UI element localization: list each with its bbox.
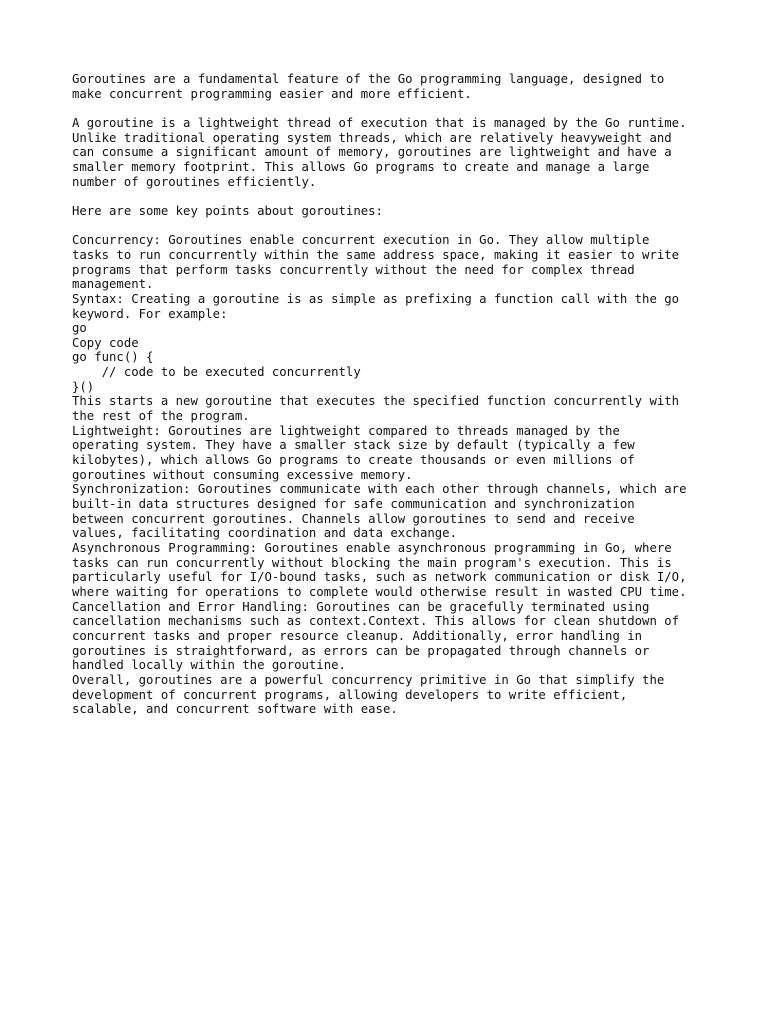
text-line: values, facilitating coordination and data exchange. bbox=[72, 526, 457, 541]
text-line: scalable, and concurrent software with ease. bbox=[72, 702, 398, 717]
text-line: Lightweight: Goroutines are lightweight compared to threads managed by the bbox=[72, 423, 620, 438]
text-line: smaller memory footprint. This allows Go programs to create and manage a large bbox=[72, 159, 650, 174]
text-line: the rest of the program. bbox=[72, 409, 250, 424]
text-line: built-in data structures designed for safe communication and synchronization bbox=[72, 497, 635, 512]
text-line: can consume a significant amount of memory, goroutines are lightweight and have a bbox=[72, 145, 672, 160]
text-line: number of goroutines efficiently. bbox=[72, 174, 317, 189]
text-line: Goroutines are a fundamental feature of the Go programming language, designed to bbox=[72, 72, 665, 86]
text-line: kilobytes), which allows Go programs to create thousands or even millions of bbox=[72, 453, 635, 468]
text-line: }() bbox=[72, 379, 95, 394]
text-line: Asynchronous Programming: Goroutines enable asynchronous programming in Go, where bbox=[72, 541, 672, 555]
text-line: goroutines is straightforward, as errors can be propagated through channels or bbox=[72, 643, 650, 658]
text-line: Syntax: Creating a goroutine is as simple as prefixing a function call with the go bbox=[72, 291, 680, 306]
text-line: development of concurrent programs, allowing developers to write efficient, bbox=[72, 687, 628, 702]
text-line: cancellation mechanisms such as context.Context. This allows for clean shutdown of bbox=[72, 614, 680, 629]
text-line: programs that perform tasks concurrently without the need for complex thread bbox=[72, 262, 635, 277]
text-line: tasks can run concurrently without blocking the main program's execution. This is bbox=[72, 555, 672, 570]
text-line: concurrent tasks and proper resource cleanup. Additionally, error handling in bbox=[72, 628, 643, 643]
text-line: tasks to run concurrently within the same address space, making it easier to write bbox=[72, 247, 680, 262]
text-line: management. bbox=[72, 277, 154, 292]
text-line: Unlike traditional operating system threads, which are relatively heavyweight and bbox=[72, 130, 672, 145]
text-line: // code to be executed concurrently bbox=[72, 365, 361, 380]
text-line: goroutines without consuming excessive memory. bbox=[72, 467, 413, 482]
text-line: keyword. For example: bbox=[72, 306, 228, 321]
text-line: where waiting for operations to complete would otherwise result in wasted CPU time. bbox=[72, 584, 687, 599]
text-line: operating system. They have a smaller stack size by default (typically a few bbox=[72, 438, 635, 453]
text-line: make concurrent programming easier and more efficient. bbox=[72, 86, 472, 101]
text-line: Copy code bbox=[72, 335, 139, 350]
text-line: Synchronization: Goroutines communicate with each other through channels, which are bbox=[72, 482, 687, 497]
text-line: go func() { bbox=[72, 350, 154, 365]
text-line: go bbox=[72, 321, 87, 336]
text-line: handled locally within the goroutine. bbox=[72, 658, 346, 673]
text-line: Overall, goroutines are a powerful concurrency primitive in Go that simplify the bbox=[72, 672, 665, 687]
text-line: Here are some key points about goroutines: bbox=[72, 203, 383, 218]
text-line: between concurrent goroutines. Channels allow goroutines to send and receive bbox=[72, 511, 635, 526]
document-body bbox=[72, 72, 712, 717]
text-line: Concurrency: Goroutines enable concurrent execution in Go. They allow multiple bbox=[72, 233, 650, 248]
text-line: Cancellation and Error Handling: Goroutines can be gracefully terminated using bbox=[72, 599, 650, 614]
text-line: particularly useful for I/O-bound tasks, such as network communication or disk I/O, bbox=[72, 570, 687, 585]
text-line: A goroutine is a lightweight thread of execution that is managed by the Go runtime. bbox=[72, 115, 687, 130]
text-line: This starts a new goroutine that executes the specified function concurrently with bbox=[72, 394, 680, 409]
